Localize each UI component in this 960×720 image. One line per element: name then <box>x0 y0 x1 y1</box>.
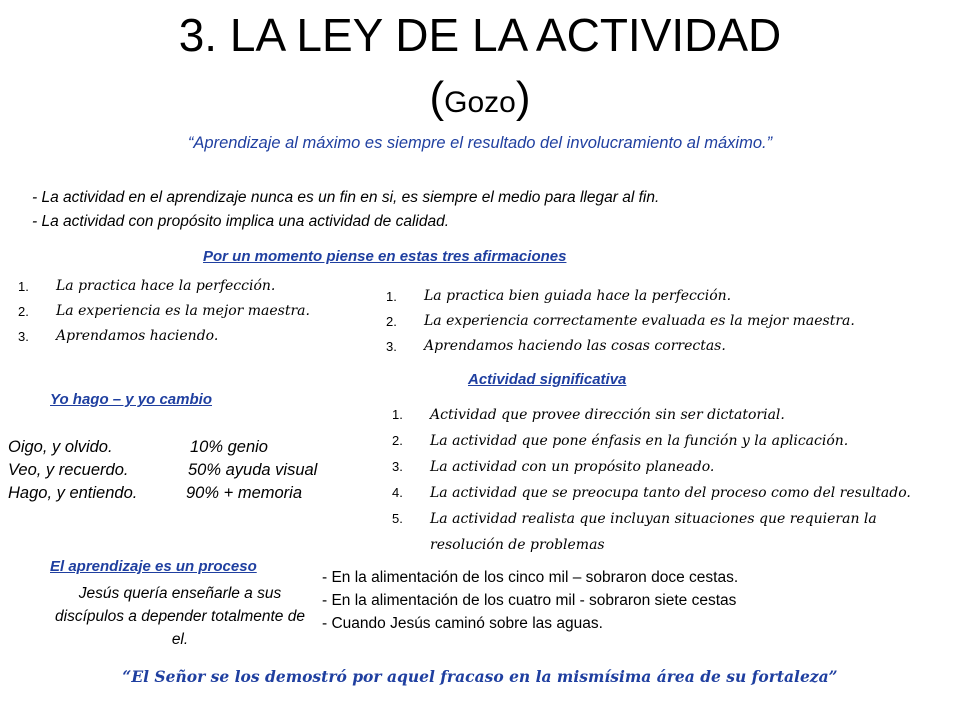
list-item: 5. La actividad realista que incluyan situaciones que requieran la resolución de problemas <box>392 511 877 553</box>
miracle-line: - En la alimentación de los cuatro mil - sobraron siete cestas <box>322 592 737 609</box>
significant-activity-heading: Actividad significativa <box>468 371 627 388</box>
list-item: 3. Aprendamos haciendo. <box>18 328 219 344</box>
list-item: 2. La experiencia es la mejor maestra. <box>18 303 310 319</box>
list-item: 3. Aprendamos haciendo las cosas correctas. <box>386 338 726 354</box>
miracle-line: - Cuando Jesús caminó sobre las aguas. <box>322 615 603 632</box>
list-item: 1. La practica hace la perfección. <box>18 278 276 294</box>
list-item: 1. Actividad que provee dirección sin ser dictatorial. <box>392 407 785 423</box>
intro-line: - La actividad en el aprendizaje nunca es un fin en si, es siempre el medio para llegar al fin. <box>32 189 660 206</box>
process-heading: El aprendizaje es un proceso <box>50 558 257 575</box>
list-item: 3. La actividad con un propósito planeado. <box>392 459 715 475</box>
miracles-list <box>322 566 738 635</box>
retention-block <box>8 436 318 505</box>
change-heading: Yo hago – y yo cambio <box>50 391 212 408</box>
list-item: 1. La practica bien guiada hace la perfección. <box>386 288 732 304</box>
intro-block <box>32 186 932 234</box>
miracle-line: - En la alimentación de los cinco mil – sobraron doce cestas. <box>322 569 739 586</box>
retention-row: Veo, y recuerdo. 50% ayuda visual <box>8 461 318 479</box>
affirmations-heading: Por un momento piense en estas tres afirmaciones <box>203 248 567 265</box>
affirmations-list <box>18 274 378 349</box>
list-item: 2. La actividad que pone énfasis en la función y la aplicación. <box>392 433 849 449</box>
significant-activity-list <box>392 402 940 558</box>
subtitle-close-paren: ) <box>515 73 531 122</box>
slide-title: 3. LA LEY DE LA ACTIVIDAD <box>178 9 782 61</box>
subtitle-word: Gozo <box>444 86 516 119</box>
retention-row: Hago, y entiendo. 90% + memoria <box>8 484 303 502</box>
retention-row: Oigo, y olvido. 10% genio <box>8 438 268 456</box>
list-item: 2. La experiencia correctamente evaluada es la mejor maestra. <box>386 313 855 329</box>
list-item: 4. La actividad que se preocupa tanto del proceso como del resultado. <box>392 485 911 501</box>
intro-line: - La actividad con propósito implica una actividad de calidad. <box>32 213 450 230</box>
improved-affirmations-list <box>386 284 946 359</box>
bottom-quote: “El Señor se los demostró por aquel fracaso en la mismísima área de su fortaleza” <box>122 667 838 686</box>
subtitle-open-paren: ( <box>429 73 445 122</box>
slide-subtitle <box>0 70 960 131</box>
process-text: Jesús quería enseñarle a sus discípulos a depender totalmente de el. <box>55 585 305 648</box>
top-quote: “Aprendizaje al máximo es siempre el resultado del involucramiento al máximo.” <box>187 134 773 152</box>
